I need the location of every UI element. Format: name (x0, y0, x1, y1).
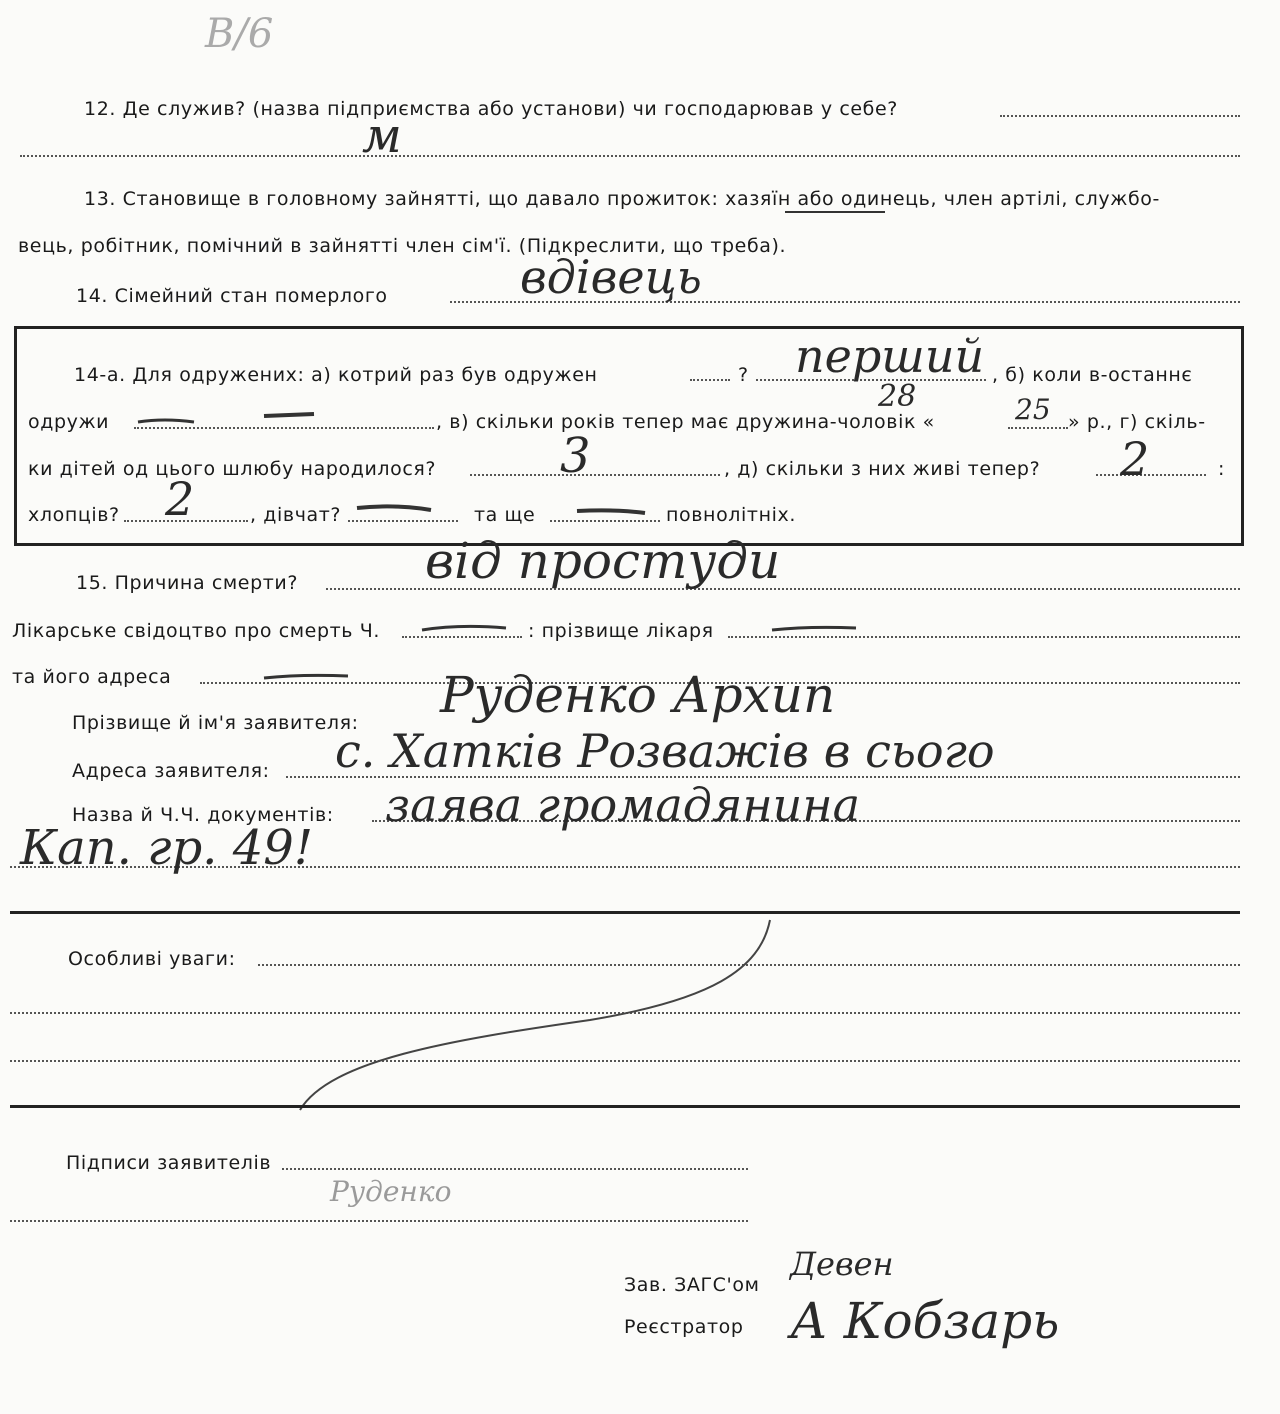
doctor-address-dash (262, 670, 352, 684)
q14a-line1-label-a: 14-а. Для одружених: а) котрий раз був одружен (74, 364, 598, 386)
documents-answer-line1: заява громадянина (385, 778, 861, 832)
doctor-name-line (728, 636, 1240, 638)
q14a-adults-dash (575, 505, 655, 517)
registrar-label: Реєстратор (624, 1316, 744, 1338)
q13-label-line1: 13. Становище в головному зайнятті, що давало прожиток: хазяїн або одинець, член артілі, службо- (84, 188, 1160, 210)
q14a-boys-answer: 2 (165, 472, 195, 526)
q12-answer-line-2 (20, 155, 1240, 157)
q14a-children-born-answer: 3 (560, 428, 591, 484)
q13-label-line2: вець, робітник, помічний в зайнятті член сім'ї. (Підкреслити, що треба). (18, 235, 787, 257)
corner-mark: В/6 (205, 11, 274, 57)
q14a-spouse-age-line (1008, 427, 1068, 429)
q14a-line4-label-d: повнолітніх. (666, 504, 796, 526)
q14a-married-year-answer: 28 (878, 379, 917, 414)
q12-label: 12. Де служив? (назва підприємства або установи) чи господарював у себе? (84, 98, 898, 120)
q14a-line3-label-a: ки дітей од цього шлюбу народилося? (28, 458, 437, 480)
q12-answer-line (1000, 115, 1240, 117)
doctor-cert-number-line (402, 636, 522, 638)
documents-label: Назва й Ч.Ч. документів: (72, 804, 334, 826)
doctor-cert-label: Лікарське свідоцтво про смерть Ч. (12, 620, 380, 642)
q14a-marriage-count-answer: перший (795, 329, 985, 383)
applicant-address-answer: с. Хатків Розважів в сього (335, 724, 995, 778)
remarks-crossout-stroke (290, 910, 790, 1130)
q15-handwritten-answer: від простуди (425, 532, 781, 590)
doctor-name-dash (770, 622, 860, 636)
doctor-cert-dash (420, 620, 510, 634)
q14a-line2-label-a: одружи (28, 411, 110, 433)
q14a-adults-line (550, 520, 660, 522)
q14a-line4-label-a: хлопців? (28, 504, 120, 526)
doctor-address-label: та його адреса (12, 666, 172, 688)
q15-label: 15. Причина смерти? (76, 572, 299, 594)
signatures-line (282, 1168, 748, 1170)
doctor-name-label: : прізвище лікаря (528, 620, 714, 642)
q14a-children-alive-line (1096, 474, 1206, 476)
zags-signature: Девен (790, 1245, 894, 1283)
q14a-girls-line (348, 520, 458, 522)
q14a-line4-label-b: , дівчат? (250, 504, 342, 526)
documents-answer-line2: Кап. гр. 49! (20, 820, 314, 876)
q14a-colon: : (1218, 458, 1226, 480)
q14a-children-alive-answer: 2 (1120, 432, 1150, 486)
registrar-signature: А Кобзарь (790, 1292, 1060, 1350)
q12-handwritten-answer: м (362, 108, 402, 164)
applicant-address-label: Адреса заявителя: (72, 760, 270, 782)
q14-handwritten-answer: вдівець (520, 250, 702, 304)
signatures-label: Підписи заявителів (66, 1152, 272, 1174)
q14a-children-born-line (470, 474, 720, 476)
q14a-married-when-dash (134, 408, 434, 428)
q14a-spouse-age-answer: 25 (1015, 393, 1051, 426)
q14a-girls-dash (355, 502, 435, 514)
q14a-line2-label-c: » р., г) скіль- (1068, 411, 1206, 433)
q13-underline-mark (785, 208, 885, 218)
q14a-question-mark: ? (738, 364, 749, 386)
q14a-line4-label-c: та ще (474, 504, 536, 526)
q14-label: 14. Сімейний стан померлого (76, 285, 388, 307)
q14a-marriage-count-line (690, 379, 730, 381)
remarks-label: Особливі уваги: (68, 948, 236, 970)
q14a-line1-label-b: , б) коли в-останнє (992, 364, 1193, 386)
applicant-name-answer: Руденко Архип (440, 666, 836, 724)
q14a-line3-label-b: , д) скільки з них живі тепер? (724, 458, 1041, 480)
q14a-line2-label-b: , в) скільки років тепер має дружина-чоловік « (436, 411, 935, 433)
section-divider-2 (10, 1105, 1240, 1108)
applicant-signature: Руденко (330, 1175, 452, 1208)
applicant-name-label: Прізвище й ім'я заявителя: (72, 712, 359, 734)
head-zags-label: Зав. ЗАГС'ом (624, 1274, 760, 1296)
signatures-line-2 (10, 1220, 748, 1222)
